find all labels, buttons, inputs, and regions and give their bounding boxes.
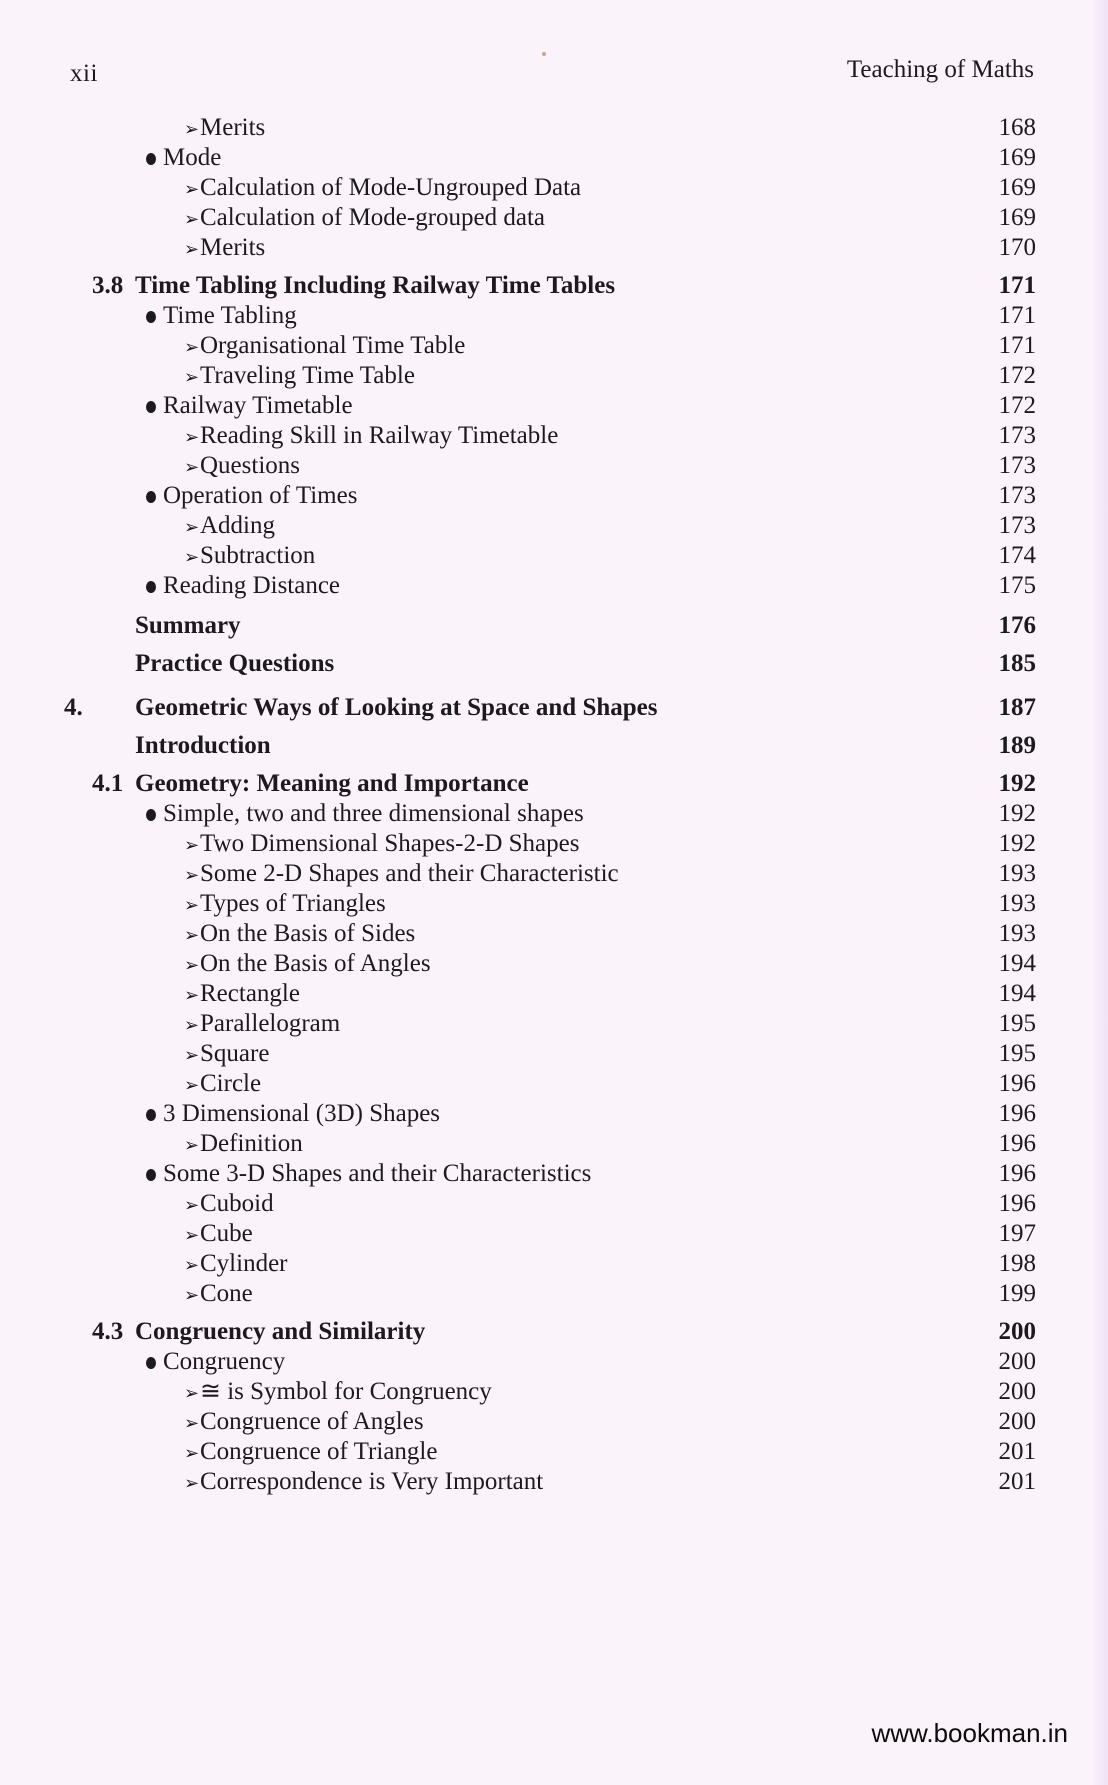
toc-page-number: 189 <box>998 732 1036 759</box>
toc-label: Merits <box>200 114 266 141</box>
toc-label: Introduction <box>135 732 271 759</box>
toc-entry-sub <box>0 329 1108 363</box>
arrowhead-icon: ➢ <box>184 1383 200 1403</box>
bullet-icon <box>146 1357 156 1369</box>
toc-page-number: 168 <box>998 114 1036 141</box>
toc-page-number: 172 <box>998 362 1036 389</box>
toc-label: Some 2-D Shapes and their Characteristic <box>200 860 619 887</box>
toc-page-number: 169 <box>998 174 1036 201</box>
toc-entry-sub <box>0 1067 1108 1101</box>
toc-page-number: 201 <box>998 1468 1036 1495</box>
toc-label: On the Basis of Angles <box>200 950 431 977</box>
toc-entry-sub <box>0 947 1108 981</box>
toc-page-number: 176 <box>998 612 1036 639</box>
toc-label: Correspondence is Very Important <box>200 1468 544 1495</box>
toc-page-number: 173 <box>998 512 1036 539</box>
toc-entry-sub <box>0 1277 1108 1311</box>
page-header <box>0 56 1108 92</box>
toc-page-number: 196 <box>998 1130 1036 1157</box>
toc-page-number: 171 <box>998 272 1036 299</box>
toc-page-number: 195 <box>998 1010 1036 1037</box>
arrowhead-icon: ➢ <box>184 1255 200 1275</box>
toc-page-number: 173 <box>998 422 1036 449</box>
arrowhead-icon: ➢ <box>184 1285 200 1305</box>
toc-entry-sub <box>0 111 1108 145</box>
toc-label: Reading Skill in Railway Timetable <box>200 422 559 449</box>
toc-page-number: 192 <box>998 830 1036 857</box>
watermark: www.bookman.in <box>871 1718 1068 1748</box>
toc-label: Merits <box>200 234 266 261</box>
toc-entry-sub <box>0 977 1108 1011</box>
toc-label: Parallelogram <box>200 1010 341 1037</box>
toc-label: Congruency and Similarity <box>135 1318 426 1345</box>
toc-label: Operation of Times <box>163 482 358 509</box>
toc-entry-bullet <box>0 1345 1108 1379</box>
toc-label: Congruency <box>163 1348 286 1375</box>
bullet-icon <box>146 311 156 323</box>
toc-label: Time Tabling Including Railway Time Tables <box>135 272 616 299</box>
toc-page-number: 171 <box>998 302 1036 329</box>
toc-page-number: 174 <box>998 542 1036 569</box>
arrowhead-icon: ➢ <box>184 547 200 567</box>
toc-page-number: 169 <box>998 204 1036 231</box>
toc-entry-section <box>0 1315 1108 1349</box>
toc-page-number: 193 <box>998 920 1036 947</box>
toc-entry-sub <box>0 201 1108 235</box>
toc-entry-bullet <box>0 1097 1108 1131</box>
toc-entry-sub <box>0 1187 1108 1221</box>
bullet-icon <box>146 809 156 821</box>
toc-entry-heading <box>0 609 1108 643</box>
bullet-icon <box>146 581 156 593</box>
toc-label: Questions <box>200 452 300 479</box>
toc-label: Congruence of Triangle <box>200 1438 438 1465</box>
toc-entry-sub <box>0 1435 1108 1469</box>
toc-page-number: 197 <box>998 1220 1036 1247</box>
arrowhead-icon: ➢ <box>184 985 200 1005</box>
toc-entry-sub <box>0 1007 1108 1041</box>
arrowhead-icon: ➢ <box>184 925 200 945</box>
toc-entry-sub <box>0 1127 1108 1161</box>
toc-page-number: 173 <box>998 452 1036 479</box>
toc-label: Cuboid <box>200 1190 274 1217</box>
toc-page-number: 193 <box>998 860 1036 887</box>
bullet-icon <box>146 1109 156 1121</box>
arrowhead-icon: ➢ <box>184 1443 200 1463</box>
toc-label: Reading Distance <box>163 572 341 599</box>
arrowhead-icon: ➢ <box>184 1015 200 1035</box>
arrowhead-icon: ➢ <box>184 1195 200 1215</box>
toc-entry-sub <box>0 171 1108 205</box>
page-number: xii <box>70 60 98 87</box>
toc-entry-sub <box>0 917 1108 951</box>
toc-entry-sub <box>0 419 1108 453</box>
toc-entry-sub <box>0 1037 1108 1071</box>
toc-page-number: 196 <box>998 1100 1036 1127</box>
toc-label: Geometry: Meaning and Importance <box>135 770 529 797</box>
toc-label: Geometric Ways of Looking at Space and Shapes <box>135 694 658 721</box>
toc-page-number: 195 <box>998 1040 1036 1067</box>
toc-entry-bullet <box>0 1157 1108 1191</box>
toc-page-number: 198 <box>998 1250 1036 1277</box>
toc-entry-sub <box>0 827 1108 861</box>
toc-entry-bullet <box>0 299 1108 333</box>
toc-page-number: 171 <box>998 332 1036 359</box>
toc-label: 3 Dimensional (3D) Shapes <box>163 1100 441 1127</box>
arrowhead-icon: ➢ <box>184 1045 200 1065</box>
bullet-icon <box>146 1169 156 1181</box>
toc-entry-sub <box>0 1217 1108 1251</box>
toc-entry-sub <box>0 857 1108 891</box>
arrowhead-icon: ➢ <box>184 427 200 447</box>
bullet-icon <box>146 153 156 165</box>
toc-entry-sub <box>0 1375 1108 1409</box>
arrowhead-icon: ➢ <box>184 895 200 915</box>
arrowhead-icon: ➢ <box>184 239 200 259</box>
toc-entry-bullet <box>0 569 1108 603</box>
toc-label: Types of Triangles <box>200 890 386 917</box>
arrowhead-icon: ➢ <box>184 835 200 855</box>
toc-entry-section <box>0 767 1108 801</box>
toc-page-number: 193 <box>998 890 1036 917</box>
arrowhead-icon: ➢ <box>184 1225 200 1245</box>
bullet-icon <box>146 401 156 413</box>
toc-entry-bullet <box>0 389 1108 423</box>
toc-label: Railway Timetable <box>163 392 353 419</box>
toc-label: Cone <box>200 1280 253 1307</box>
toc-label: Rectangle <box>200 980 300 1007</box>
toc-page-number: 196 <box>998 1160 1036 1187</box>
toc-label: Traveling Time Table <box>200 362 415 389</box>
toc-entry-sub <box>0 539 1108 573</box>
running-head: Teaching of Maths <box>846 56 1034 83</box>
toc-entry-heading <box>0 647 1108 681</box>
toc-page-number: 200 <box>998 1378 1036 1405</box>
toc-entry-sub <box>0 509 1108 543</box>
toc-entry-bullet <box>0 479 1108 513</box>
toc-page-number: 200 <box>998 1348 1036 1375</box>
toc-page-number: 196 <box>998 1190 1036 1217</box>
toc-label: Subtraction <box>200 542 316 569</box>
arrowhead-icon: ➢ <box>184 119 200 139</box>
arrowhead-icon: ➢ <box>184 517 200 537</box>
toc-entry-sub <box>0 1247 1108 1281</box>
toc-number: 4.3 <box>92 1318 124 1345</box>
toc-label: Adding <box>200 512 275 539</box>
toc-number: 4. <box>64 694 83 721</box>
arrowhead-icon: ➢ <box>184 865 200 885</box>
arrowhead-icon: ➢ <box>184 1473 200 1493</box>
toc-number: 4.1 <box>92 770 124 797</box>
arrowhead-icon: ➢ <box>184 209 200 229</box>
toc-entry-sub <box>0 1465 1108 1499</box>
toc-number: 3.8 <box>92 272 124 299</box>
toc-label: On the Basis of Sides <box>200 920 416 947</box>
toc-page-number: 175 <box>998 572 1036 599</box>
toc-entry-section <box>0 269 1108 303</box>
toc-entry-sub <box>0 449 1108 483</box>
toc-label: Organisational Time Table <box>200 332 466 359</box>
bullet-icon <box>146 491 156 503</box>
toc-page-number: 200 <box>998 1408 1036 1435</box>
toc-label: Congruence of Angles <box>200 1408 424 1435</box>
toc-page-number: 194 <box>998 980 1036 1007</box>
toc-entry-bullet <box>0 797 1108 831</box>
toc-page-number: 192 <box>998 770 1036 797</box>
toc-label: Practice Questions <box>135 650 335 677</box>
toc-label: Mode <box>163 144 222 171</box>
toc-page-number: 185 <box>998 650 1036 677</box>
toc-page-number: 169 <box>998 144 1036 171</box>
arrowhead-icon: ➢ <box>184 1135 200 1155</box>
toc-entry-chapter <box>0 691 1108 725</box>
toc-entry-bullet <box>0 141 1108 175</box>
toc-entry-heading <box>0 729 1108 763</box>
toc-label: Circle <box>200 1070 262 1097</box>
toc-page-number: 199 <box>998 1280 1036 1307</box>
toc-label: Square <box>200 1040 270 1067</box>
toc-page-number: 196 <box>998 1070 1036 1097</box>
toc-page-number: 173 <box>998 482 1036 509</box>
arrowhead-icon: ➢ <box>184 337 200 357</box>
toc-label: ≅ is Symbol for Congruency <box>200 1378 492 1405</box>
toc-label: Cube <box>200 1220 253 1247</box>
toc-page-number: 170 <box>998 234 1036 261</box>
toc-label: Some 3-D Shapes and their Characteristics <box>163 1160 592 1187</box>
arrowhead-icon: ➢ <box>184 1075 200 1095</box>
toc-label: Two Dimensional Shapes-2-D Shapes <box>200 830 580 857</box>
arrowhead-icon: ➢ <box>184 179 200 199</box>
toc-page-number: 200 <box>998 1318 1036 1345</box>
toc-page-number: 194 <box>998 950 1036 977</box>
toc-entry-sub <box>0 231 1108 265</box>
toc-label: Calculation of Mode-grouped data <box>200 204 546 231</box>
arrowhead-icon: ➢ <box>184 955 200 975</box>
toc-page-number: 192 <box>998 800 1036 827</box>
arrowhead-icon: ➢ <box>184 367 200 387</box>
toc-label: Cylinder <box>200 1250 288 1277</box>
toc-label: Time Tabling <box>163 302 297 329</box>
toc-label: Calculation of Mode-Ungrouped Data <box>200 174 582 201</box>
toc-label: Simple, two and three dimensional shapes <box>163 800 584 827</box>
arrowhead-icon: ➢ <box>184 1413 200 1433</box>
toc-entry-sub <box>0 1405 1108 1439</box>
toc-entry-sub <box>0 359 1108 393</box>
arrowhead-icon: ➢ <box>184 457 200 477</box>
toc-label: Definition <box>200 1130 303 1157</box>
toc-label: Summary <box>135 612 241 639</box>
toc-page-number: 172 <box>998 392 1036 419</box>
toc-page-number: 201 <box>998 1438 1036 1465</box>
toc-page-number: 187 <box>998 694 1036 721</box>
toc-entry-sub <box>0 887 1108 921</box>
